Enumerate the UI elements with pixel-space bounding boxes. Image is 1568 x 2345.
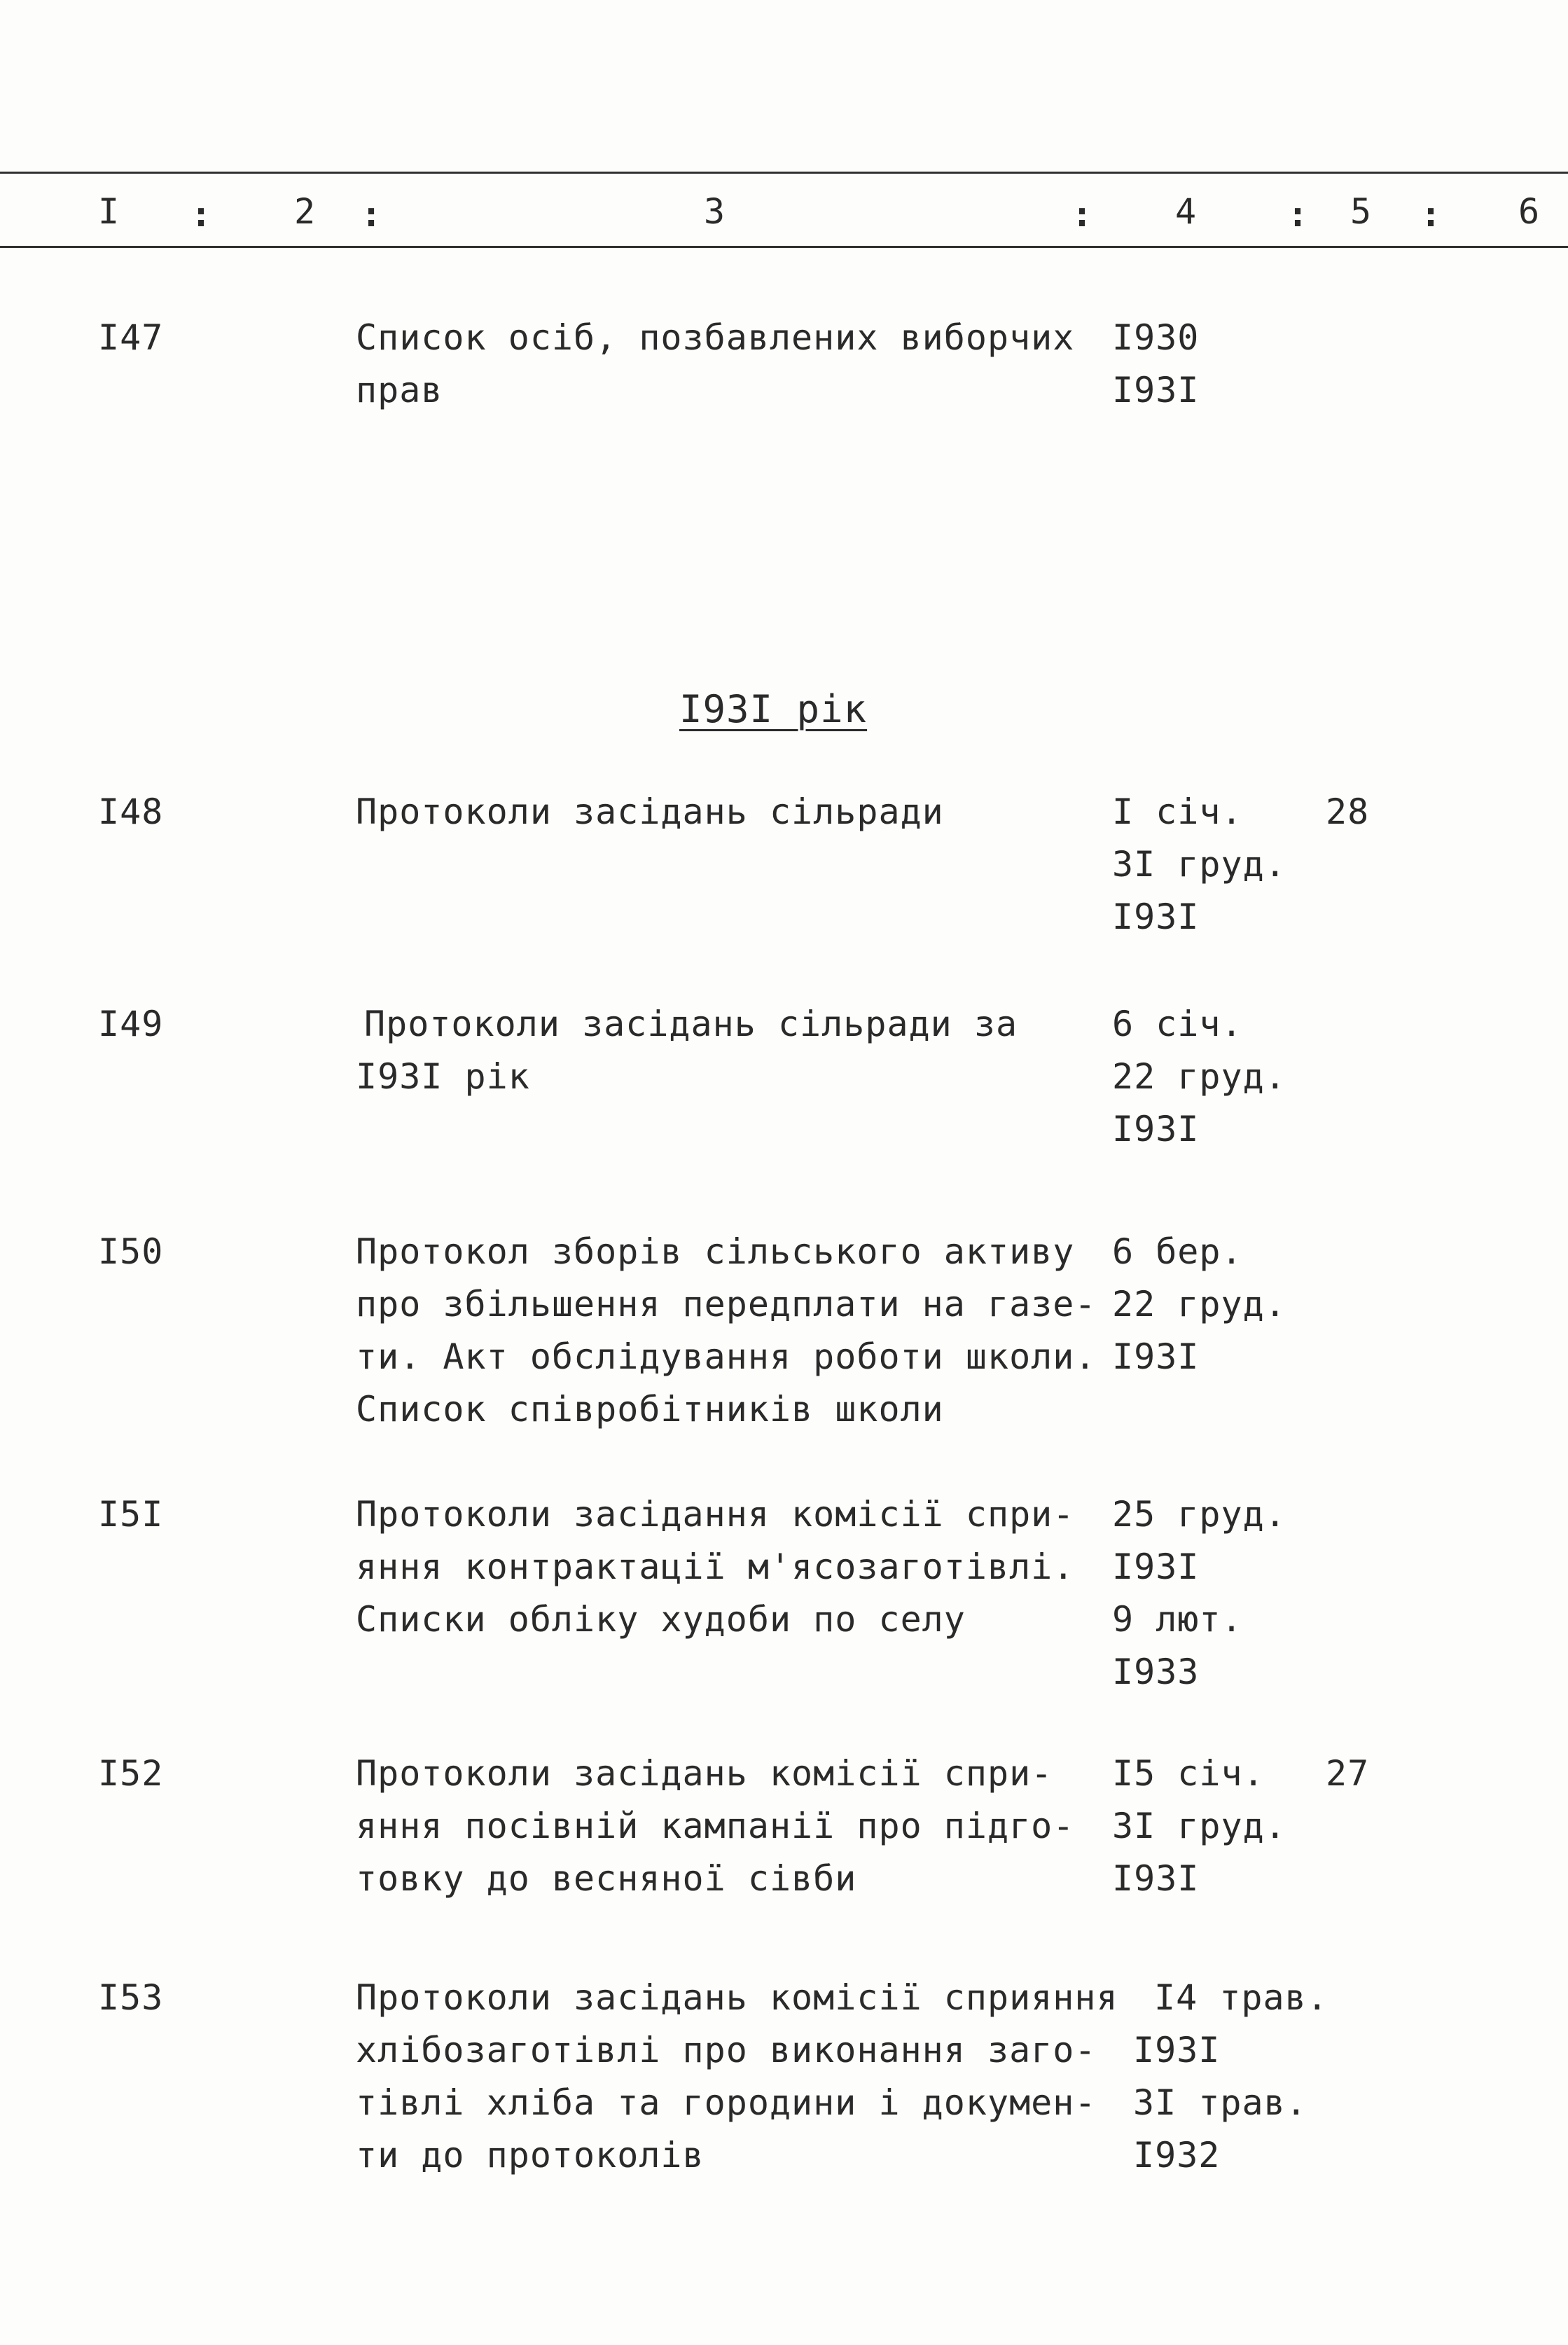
- entry-number: I49: [98, 1004, 164, 1044]
- entry-description-line: Протоколи засідань сільради за: [364, 1004, 1018, 1044]
- entry-date-line: 6 бер.: [1112, 1231, 1243, 1272]
- entry-date-line: 25 груд.: [1112, 1494, 1286, 1535]
- entry-date-line: I5 січ.: [1112, 1753, 1265, 1794]
- entry-date-line: 3I груд.: [1112, 1806, 1286, 1846]
- column-separator: :: [1071, 194, 1093, 235]
- entry-number: I48: [98, 791, 164, 832]
- entry-date-line: 6 січ.: [1112, 1004, 1243, 1044]
- entry-date-line: 22 груд.: [1112, 1284, 1286, 1324]
- entry-description-line: прав: [356, 370, 443, 410]
- entry-number: I53: [98, 1977, 164, 2018]
- entry-date-line: I932: [1133, 2135, 1221, 2175]
- entry-date-line: I93I: [1112, 1547, 1200, 1587]
- entry-number: I52: [98, 1753, 164, 1794]
- entry-description-line: Протокол зборів сільського активу: [356, 1231, 1075, 1272]
- entry-description-line: Списки обліку худоби по селу: [356, 1599, 966, 1640]
- entry-sheet-count: 28: [1326, 791, 1370, 832]
- entry-number: I47: [98, 317, 164, 358]
- entry-description-line: яння посівній кампанії про підго-: [356, 1806, 1075, 1846]
- column-header-4: 4: [1175, 191, 1197, 232]
- entry-date-line: I93I: [1112, 1336, 1200, 1377]
- entry-date-line: 3I трав.: [1133, 2082, 1307, 2123]
- entry-number: I5I: [98, 1494, 164, 1535]
- column-header-5: 5: [1350, 191, 1372, 232]
- entry-number: I50: [98, 1231, 164, 1272]
- column-header-1: I: [98, 191, 120, 232]
- entry-description-line: Протоколи засідань сільради: [356, 791, 944, 832]
- entry-date-line: 9 лют.: [1112, 1599, 1243, 1640]
- section-year-heading: I93I рік: [679, 687, 868, 731]
- entry-description-line: Протоколи засідань комісії сприяння: [356, 1977, 1118, 2018]
- entry-description-line: ти. Акт обслідування роботи школи.: [356, 1336, 1097, 1377]
- column-separator: :: [361, 194, 382, 235]
- entry-date-line: I93I: [1133, 2030, 1221, 2070]
- entry-date-line: I93I: [1112, 370, 1200, 410]
- entry-description-line: хлібозаготівлі про виконання заго-: [356, 2030, 1097, 2070]
- entry-date-line: I93I: [1112, 1109, 1200, 1149]
- column-separator: :: [1287, 194, 1309, 235]
- entry-date-line: I4 трав.: [1154, 1977, 1328, 2018]
- column-separator: :: [190, 194, 212, 235]
- entry-date-line: I93I: [1112, 1858, 1200, 1899]
- column-header-3: 3: [704, 191, 726, 232]
- entry-date-line: I січ.: [1112, 791, 1243, 832]
- header-bottom-rule: [0, 246, 1568, 248]
- entry-date-line: I93I: [1112, 897, 1200, 937]
- entry-description-line: Список осіб, позбавлених виборчих: [356, 317, 1075, 358]
- entry-description-line: Список співробітників школи: [356, 1389, 944, 1430]
- entry-description-line: ти до протоколів: [356, 2135, 705, 2175]
- column-separator: :: [1420, 194, 1442, 235]
- column-header-2: 2: [294, 191, 316, 232]
- entry-description-line: про збільшення передплати на газе-: [356, 1284, 1097, 1324]
- header-top-rule: [0, 172, 1568, 174]
- entry-sheet-count: 27: [1326, 1753, 1370, 1794]
- entry-description-line: товку до весняної сівби: [356, 1858, 857, 1899]
- entry-date-line: 22 груд.: [1112, 1056, 1286, 1097]
- entry-date-line: 3I груд.: [1112, 844, 1286, 885]
- column-header-6: 6: [1518, 191, 1540, 232]
- entry-description-line: яння контрактації м'ясозаготівлі.: [356, 1547, 1075, 1587]
- entry-description-line: I93I рік: [356, 1056, 530, 1097]
- entry-date-line: I933: [1112, 1652, 1200, 1692]
- entry-description-line: Протоколи засідання комісії спри-: [356, 1494, 1075, 1535]
- entry-description-line: Протоколи засідань комісії спри-: [356, 1753, 1053, 1794]
- entry-date-line: I930: [1112, 317, 1200, 358]
- entry-description-line: тівлі хліба та городини і докумен-: [356, 2082, 1097, 2123]
